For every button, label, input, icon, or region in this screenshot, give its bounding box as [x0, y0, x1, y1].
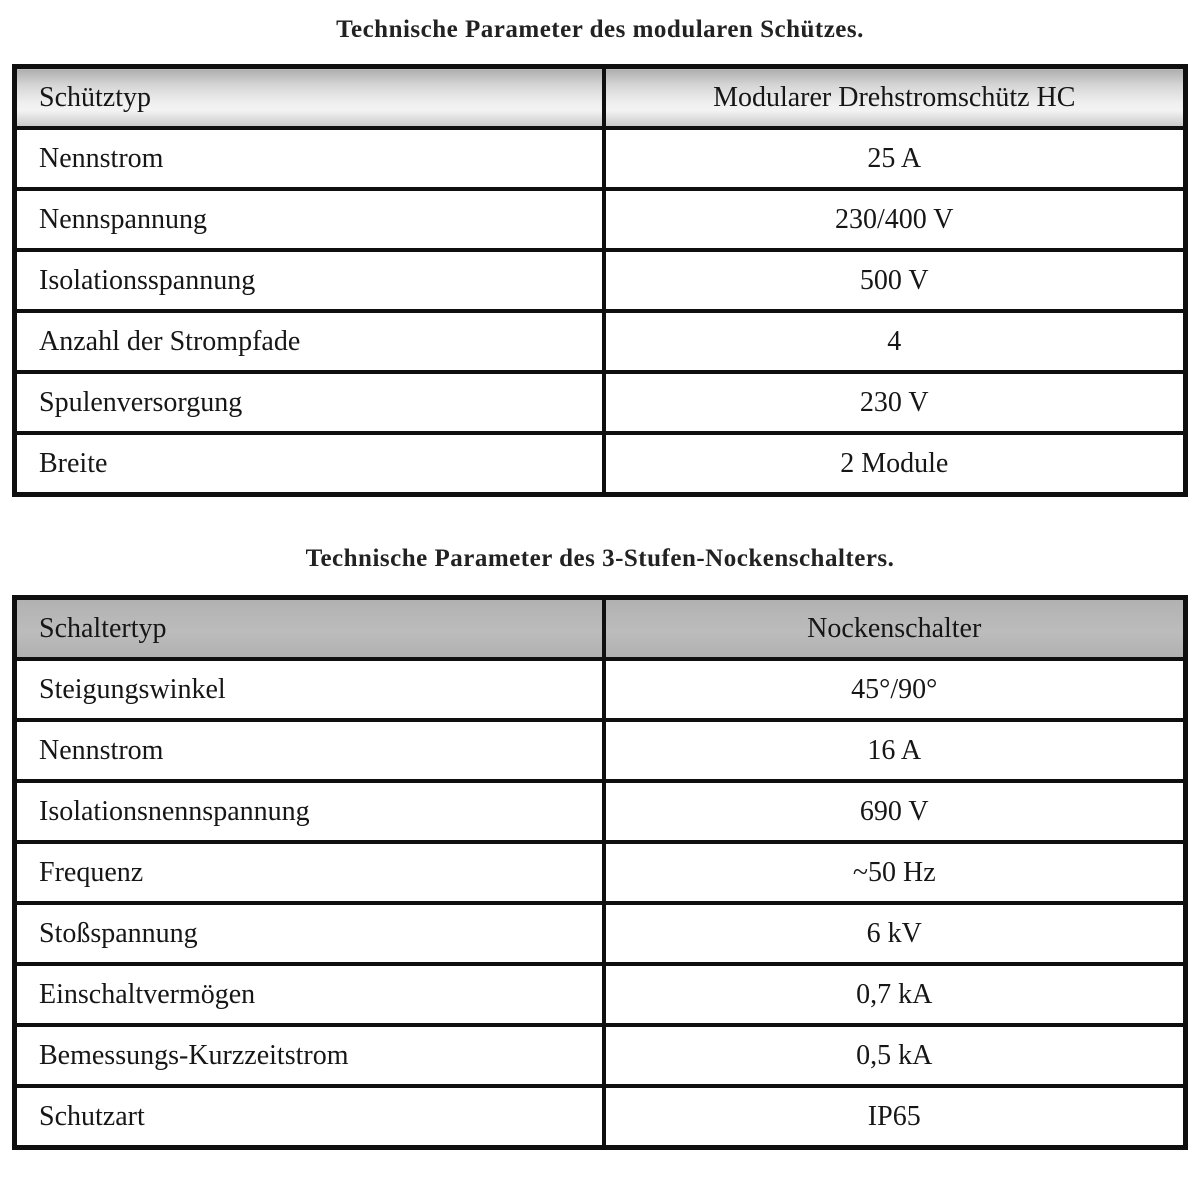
parameter-label: Nennstrom [15, 720, 604, 781]
table1-header-row [15, 67, 1186, 129]
parameter-label: Einschaltvermögen [15, 964, 604, 1025]
table2-header-type-value: Nockenschalter [604, 598, 1186, 660]
table-row [15, 964, 1186, 1025]
table-row [15, 250, 1186, 311]
parameter-value: 230/400 V [604, 189, 1186, 250]
parameter-value: 0,7 kA [604, 964, 1186, 1025]
table1-header-type-label: Schütztyp [15, 67, 604, 129]
parameter-label: Steigungswinkel [15, 659, 604, 720]
table-row [15, 189, 1186, 250]
table-row [15, 311, 1186, 372]
parameter-label: Stoßspannung [15, 903, 604, 964]
parameter-value: IP65 [604, 1086, 1186, 1148]
parameter-value: 500 V [604, 250, 1186, 311]
parameter-value: 25 A [604, 128, 1186, 189]
parameter-value: 2 Module [604, 433, 1186, 495]
parameter-value: 45°/90° [604, 659, 1186, 720]
parameter-label: Schutzart [15, 1086, 604, 1148]
table2-title: Technische Parameter des 3-Stufen-Nockenschalters. [305, 545, 895, 572]
parameter-value: 0,5 kA [604, 1025, 1186, 1086]
table1-header-type-value: Modularer Drehstromschütz HC [604, 67, 1186, 129]
parameter-value: 4 [604, 311, 1186, 372]
parameter-label: Frequenz [15, 842, 604, 903]
table-cam-switch [12, 595, 1188, 1150]
table-row [15, 1086, 1186, 1148]
parameter-label: Breite [15, 433, 604, 495]
table-row [15, 842, 1186, 903]
parameter-label: Isolationsnennspannung [15, 781, 604, 842]
parameter-value: ~50 Hz [604, 842, 1186, 903]
table-row [15, 659, 1186, 720]
parameter-value: 6 kV [604, 903, 1186, 964]
table2-header-row [15, 598, 1186, 660]
parameter-label: Anzahl der Strompfade [15, 311, 604, 372]
table2-body [15, 659, 1186, 1148]
table-row [15, 372, 1186, 433]
table-row [15, 781, 1186, 842]
table-row [15, 903, 1186, 964]
table-row [15, 128, 1186, 189]
table-row [15, 1025, 1186, 1086]
table1-title: Technische Parameter des modularen Schützes. [336, 16, 864, 43]
parameter-label: Bemessungs-Kurzzeitstrom [15, 1025, 604, 1086]
parameter-value: 16 A [604, 720, 1186, 781]
parameter-value: 230 V [604, 372, 1186, 433]
parameter-value: 690 V [604, 781, 1186, 842]
parameter-label: Nennstrom [15, 128, 604, 189]
parameter-label: Nennspannung [15, 189, 604, 250]
table-row [15, 433, 1186, 495]
table-row [15, 720, 1186, 781]
table2-header-type-label: Schaltertyp [15, 598, 604, 660]
parameter-label: Isolationsspannung [15, 250, 604, 311]
table1-body [15, 128, 1186, 495]
table-modular-contactor [12, 64, 1188, 497]
parameter-label: Spulenversorgung [15, 372, 604, 433]
